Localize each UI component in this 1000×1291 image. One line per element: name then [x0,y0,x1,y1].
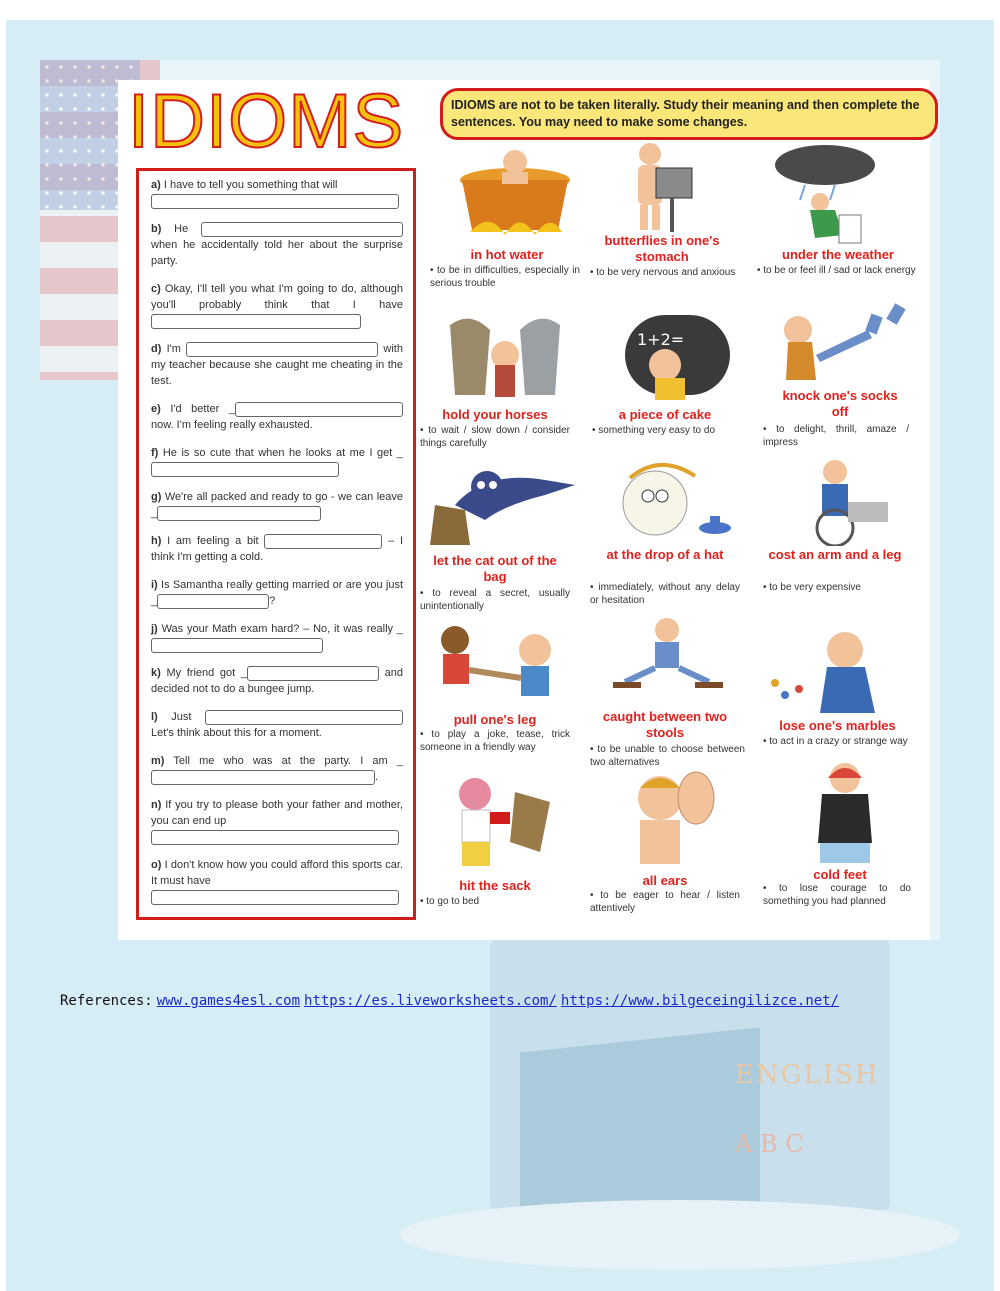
question-o: o) I don't know how you could afford this sports car. It must have [151,857,403,905]
question-g: g) We're all packed and ready to go - we can leave _ [151,491,403,519]
cost-arm-leg-illustration [790,458,910,546]
two-stools-illustration [605,612,730,707]
answer-blank-h[interactable] [264,534,382,549]
instruction-box: IDIOMS are not to be taken literally. Study their meaning and then complete the sentences. You may need to make some changes. [440,88,938,140]
idiom-definition: • to wait / slow down / consider things carefully [420,425,570,449]
book-title-text: ENGLISH [735,1060,880,1090]
question-c: c) Okay, I'll tell you what I'm going to do, although you'll probably think that I have [151,281,403,329]
idiom-definition: • something very easy to do [592,425,716,436]
plate-background [400,1200,960,1270]
references [60,993,839,1009]
idiom-label: butterflies in one's stomach [604,233,720,264]
answer-blank-m[interactable] [151,770,375,785]
book-letters: A B C [735,1130,804,1158]
question-m: m) Tell me who was at the party. I am _. [151,755,403,783]
answer-blank-b[interactable] [201,222,403,237]
answer-blank-o[interactable] [151,890,399,905]
idiom-definition: • to delight, thrill, amaze / impress [763,424,909,448]
idiom-label: under the weather [782,247,894,262]
hot-water-illustration [450,140,580,245]
idiom-definition: • to be very expensive [763,582,861,593]
svg-text:1+2=: 1+2= [637,330,685,349]
idiom-label: at the drop of a hat [606,547,724,562]
idiom-label: cold feet [813,867,867,882]
answer-blank-c[interactable] [151,314,361,329]
marbles-illustration [765,625,905,715]
idiom-definition: • to play a joke, tease, trick someone in a friendly way [420,729,570,753]
idiom-label: in hot water [470,247,544,262]
question-i: i) Is Samantha really getting married or are you just _ ? [151,579,404,607]
question-d: d) I'm with my teacher because she caught me cheating in the test. [151,343,403,387]
pull-leg-illustration [425,620,575,715]
question-a: a) I have to tell you something that will [151,177,403,209]
idiom-label: a piece of cake [618,407,712,422]
butterflies-illustration [610,138,710,233]
idiom-definition: • to go to bed [420,896,480,907]
all-ears-illustration [610,768,730,870]
answer-blank-j[interactable] [151,638,323,653]
question-e: e) I'd better _ now. I'm feeling really exhausted. [151,401,403,433]
answer-blank-g[interactable] [157,506,321,521]
question-l: l) Just Let's think about this for a moment. [151,709,403,741]
question-k: k) My friend got _ and decided not to do a bungee jump. [151,667,403,695]
idiom-definition: • immediately, without any delay or hesitation [590,582,740,606]
idiom-definition: • to be eager to hear / listen attentively [590,890,740,914]
question-b: b) He when he accidentally told her about the surprise party. [151,223,403,267]
idiom-label: hit the sack [459,878,531,893]
questions-box [136,168,416,920]
answer-blank-f[interactable] [151,462,339,477]
idiom-definition: • to be or feel ill / sad or lack energy [757,265,916,276]
idiom-definition: • to be very nervous and anxious [590,267,736,278]
idiom-definition: • to lose courage to do something you had planned [763,883,911,907]
idiom-definition: • to be unable to choose between two alternatives [590,744,745,768]
idiom-label: caught between two stools [602,709,728,740]
socks-illustration [768,300,918,385]
question-j: j) Was your Math exam hard? – No, it was really _ [151,621,403,653]
answer-blank-n[interactable] [151,830,399,845]
under-weather-illustration [765,140,885,245]
idiom-definition: • to be in difficulties, especially in serious trouble [430,265,580,289]
question-n: n) If you try to please both your father and mother, you can end up [151,797,403,845]
references-label: References: [60,993,153,1009]
idiom-definition: • to act in a crazy or strange way [763,736,908,747]
horses-illustration [430,305,580,405]
answer-blank-a[interactable] [151,194,399,209]
reference-link-bilgeceingilizce[interactable]: https://www.bilgeceingilizce.net/ [560,993,840,1009]
answer-blank-l[interactable] [205,710,403,725]
idiom-label: let the cat out of the bag [433,553,557,584]
hit-sack-illustration [440,772,560,875]
reference-link-games4esl[interactable]: www.games4esl.com [156,993,301,1009]
idiom-label: lose one's marbles [779,718,896,733]
idiom-label: hold your horses [442,407,548,422]
idiom-label: all ears [642,873,688,888]
answer-blank-i[interactable] [157,594,269,609]
idiom-label: cost an arm and a leg [768,547,902,562]
reference-link-liveworksheets[interactable]: https://es.liveworksheets.com/ [304,993,557,1009]
answer-blank-e[interactable] [235,402,403,417]
question-h: h) I am feeling a bit – I think I'm getting a cold. [151,535,404,563]
answer-blank-d[interactable] [186,342,378,357]
drop-of-hat-illustration [610,458,740,546]
piece-of-cake-illustration [605,310,735,402]
idiom-label: pull one's leg [453,712,537,727]
worksheet-title: IDIOMS [128,79,405,164]
cat-out-of-bag-illustration [425,465,585,550]
question-f: f) He is so cute that when he looks at me I get _ [151,445,403,477]
idiom-label: knock one's socks off [782,388,898,419]
cold-feet-illustration [800,758,890,866]
answer-blank-k[interactable] [247,666,379,681]
idiom-definition: • to reveal a secret, usually unintentionally [420,588,570,612]
